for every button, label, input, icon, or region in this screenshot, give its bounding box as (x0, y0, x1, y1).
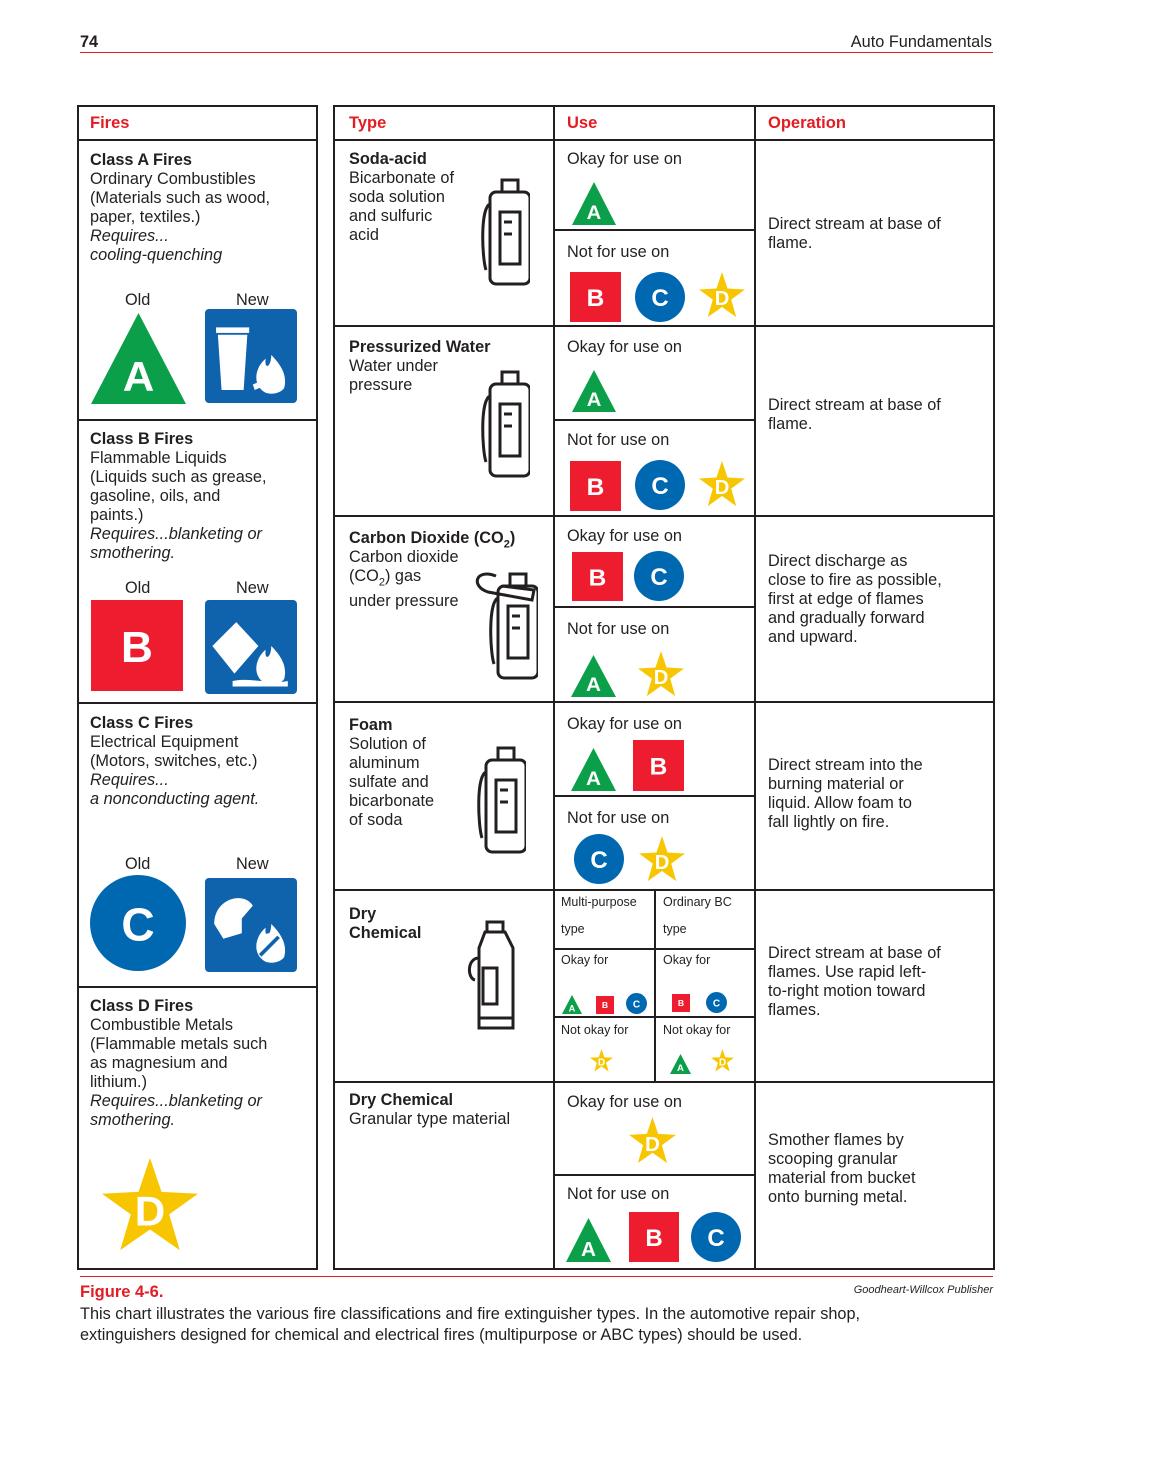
type-description: Water under pressure (349, 357, 438, 394)
class-b-pictogram-icon (205, 600, 297, 694)
svg-text:A: A (568, 1003, 576, 1014)
svg-text:D: D (654, 852, 670, 875)
class-c-circle-icon (635, 272, 685, 322)
svg-text:D: D (645, 1132, 660, 1156)
book-title: Auto Fundamentals (850, 33, 992, 51)
class-description: Flammable Liquids (Liquids such as grease, gasoline, oils, and paints.) (90, 449, 267, 524)
svg-text:A: A (581, 1238, 596, 1261)
class-title: Class B Fires (90, 430, 194, 448)
operation-text: Direct stream into the burning material or liquid. Allow foam to fall lightly on fire. (768, 756, 923, 831)
type-title: Soda-acid (349, 150, 427, 168)
okay-label: Okay for use on (567, 150, 682, 168)
svg-text:A: A (586, 389, 602, 412)
not-label: Not for use on (567, 243, 670, 261)
class-requirement: Requires... cooling-quenching (90, 227, 223, 264)
svg-text:B: B (645, 1225, 663, 1252)
class-a-triangle-icon (572, 182, 616, 225)
not-label: Not for use on (567, 809, 670, 827)
svg-text:C: C (651, 473, 669, 500)
type-description: Solution of aluminum sulfate and bicarbonate of soda (349, 735, 435, 829)
type-label: type (561, 922, 585, 936)
class-d-star-icon (102, 1158, 198, 1252)
use-header: Use (567, 114, 598, 132)
operation-text: Direct stream at base of flames. Use rapid left- to-right motion toward flames. (768, 944, 941, 1019)
extinguisher-icon (470, 746, 526, 854)
ordinary-bc-label: Ordinary BC (663, 895, 732, 909)
svg-text:D: D (714, 288, 730, 311)
okay-label: Okay for use on (567, 715, 682, 733)
class-b-square-icon (596, 996, 614, 1014)
figure-label: Figure 4-6. (80, 1283, 164, 1301)
class-d-star-icon (699, 461, 745, 507)
class-a-triangle-icon (91, 313, 186, 404)
type-title: Dry Chemical (349, 1091, 454, 1109)
not-label: Not for use on (567, 431, 670, 449)
type-title: Carbon Dioxide $(CO_2)$ (349, 529, 516, 551)
class-description: Electrical Equipment (Motors, switches, etc.) (90, 733, 258, 770)
class-c-circle-icon (634, 551, 684, 601)
new-label: New (236, 291, 269, 309)
svg-text:C: C (650, 564, 668, 591)
svg-text:D: D (714, 477, 730, 500)
svg-text:C: C (632, 999, 641, 1011)
class-c-pictogram-icon (205, 878, 297, 972)
not-okay-for-label: Not okay for (663, 1023, 731, 1037)
type-title: Foam (349, 716, 393, 734)
svg-text:A: A (122, 354, 155, 402)
okay-for-label: Okay for (663, 953, 711, 967)
class-c-circle-icon (90, 875, 186, 971)
operation-text: Direct stream at base of flame. (768, 396, 941, 433)
extinguisher-icon (466, 572, 538, 690)
operation-header: Operation (768, 114, 846, 132)
svg-text:D: D (597, 1057, 606, 1069)
old-label: Old (125, 291, 151, 309)
new-label: New (236, 579, 269, 597)
class-requirement: Requires...blanketing or smothering. (90, 525, 262, 562)
fires-header: Fires (90, 114, 130, 132)
type-description: Bicarbonate of soda solution and sulfuric acid (349, 169, 454, 244)
type-header: Type (349, 114, 387, 132)
type-title: Pressurized Water (349, 338, 491, 356)
class-b-square-icon (633, 740, 684, 791)
class-description: Combustible Metals (Flammable metals such as magnesium and lithium.) (90, 1016, 268, 1091)
header-rule (80, 52, 993, 53)
svg-text:C: C (121, 898, 155, 951)
class-title: Class C Fires (90, 714, 194, 732)
class-c-circle-icon (626, 993, 647, 1014)
multi-purpose-label: Multi-purpose (561, 895, 637, 909)
class-d-star-icon (711, 1049, 734, 1072)
page-number: 74 (80, 33, 99, 51)
class-c-circle-icon (706, 992, 727, 1013)
class-a-triangle-icon (572, 370, 616, 412)
class-c-circle-icon (574, 834, 624, 884)
okay-for-label: Okay for (561, 953, 609, 967)
svg-text:A: A (677, 1062, 684, 1074)
svg-text:B: B (586, 474, 605, 501)
class-b-square-icon (672, 994, 690, 1012)
class-requirement: Requires...blanketing or smothering. (90, 1092, 262, 1129)
class-b-square-icon (629, 1212, 679, 1262)
type-description: Carbon dioxide $(CO_2)$ gas under pressure (349, 548, 459, 611)
svg-text:B: B (121, 623, 153, 672)
svg-text:A: A (586, 768, 601, 790)
class-b-square-icon (91, 600, 183, 691)
class-a-triangle-icon (566, 1218, 611, 1262)
class-title: Class A Fires (90, 151, 192, 169)
class-requirement: Requires... a nonconducting agent. (90, 771, 260, 808)
class-a-pictogram-icon (205, 309, 297, 403)
operation-text: Smother flames by scooping granular material from bucket onto burning metal. (768, 1131, 916, 1206)
class-c-circle-icon (635, 460, 685, 510)
class-a-triangle-icon (670, 1054, 691, 1074)
svg-text:A: A (586, 674, 601, 696)
type-title: Dry Chemical (349, 905, 422, 942)
type-label: type (663, 922, 687, 936)
svg-text:C: C (651, 285, 669, 312)
svg-text:C: C (712, 998, 721, 1010)
class-title: Class D Fires (90, 997, 194, 1015)
class-d-star-icon (638, 651, 684, 697)
okay-label: Okay for use on (567, 338, 682, 356)
svg-text:B: B (601, 1000, 609, 1011)
svg-text:B: B (588, 564, 607, 592)
extinguisher-icon (463, 918, 527, 1030)
class-a-triangle-icon (571, 748, 616, 791)
class-b-square-icon (570, 272, 621, 322)
svg-text:C: C (707, 1225, 725, 1252)
svg-text:B: B (649, 753, 668, 781)
class-d-star-icon (699, 272, 745, 318)
caption-rule (80, 1276, 993, 1277)
svg-text:D: D (134, 1188, 166, 1235)
class-d-star-icon (590, 1049, 613, 1072)
okay-label: Okay for use on (567, 527, 682, 545)
old-label: Old (125, 579, 151, 597)
class-a-triangle-icon (571, 655, 616, 697)
class-a-triangle-icon (562, 995, 582, 1014)
extinguisher-icon (474, 370, 530, 476)
svg-text:A: A (586, 202, 602, 224)
publisher-credit: Goodheart-Willcox Publisher (853, 1284, 993, 1296)
class-b-square-icon (570, 461, 621, 511)
class-d-star-icon (629, 1117, 676, 1164)
new-label: New (236, 855, 269, 873)
not-label: Not for use on (567, 1185, 670, 1203)
okay-label: Okay for use on (567, 1093, 682, 1111)
class-c-circle-icon (691, 1212, 741, 1262)
old-label: Old (125, 855, 151, 873)
not-label: Not for use on (567, 620, 670, 638)
class-description: Ordinary Combustibles (Materials such as wood, paper, textiles.) (90, 170, 271, 226)
svg-text:B: B (677, 998, 685, 1009)
operation-text: Direct discharge as close to fire as possible, first at edge of flames and gradually forward and upward. (768, 552, 942, 646)
class-d-star-icon (639, 836, 685, 882)
operation-text: Direct stream at base of flame. (768, 215, 941, 252)
caption-text: This chart illustrates the various fire classifications and fire extinguisher types. In the automotive repair shop, extinguishers designed for chemical and electrical fires (multipurpose or ABC types) should be used. (80, 1305, 861, 1344)
not-okay-for-label: Not okay for (561, 1023, 629, 1037)
extinguisher-icon (474, 178, 530, 284)
svg-text:B: B (586, 285, 605, 312)
svg-text:D: D (653, 667, 669, 690)
svg-text:D: D (718, 1057, 727, 1069)
class-b-square-icon (572, 552, 623, 601)
type-description: Granular type material (349, 1110, 511, 1128)
svg-text:C: C (590, 847, 608, 874)
